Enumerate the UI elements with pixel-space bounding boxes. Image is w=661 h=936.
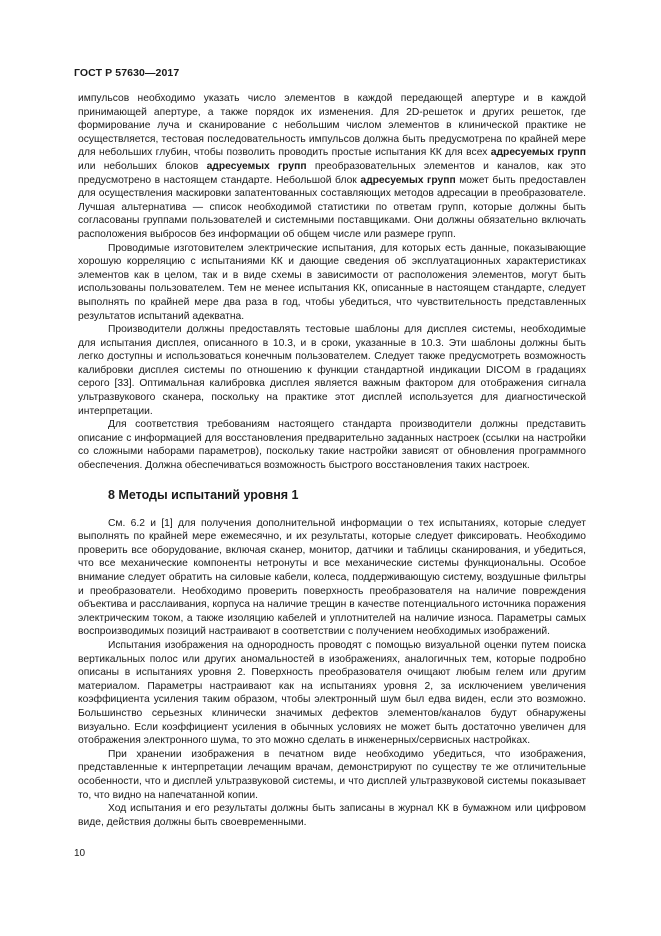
term-addressable-groups: адресуемых групп	[206, 160, 307, 172]
section-heading: 8 Методы испытаний уровня 1	[108, 487, 299, 502]
paragraph-hardcopy: При хранении изображения в печатном виде необходимо убедиться, что изображения, представленные к интерпретации лечащим врачам, демонстрируют по существу те же отличительные особенности, что и дисплей ультразвуковой системы, и что дисплей ультразвуковой системы показывает то, что видно на напечатанной копии.	[78, 748, 586, 801]
paragraph-logbook: Ход испытания и его результаты должны быть записаны в журнал КК в бумажном или цифровом виде, действия должны быть своевременными.	[78, 803, 586, 828]
paragraph-presets: Для соответствия требованиям настоящего стандарта производители должны представить описание с информацией для восстановления предварительно заданных настроек (ссылки на настройки со сложными наборами параметров), поскольку такие настройки зависят от обновления программного обеспечения. Должна обеспечиваться возможность быстрого восстановления таких настроек.	[78, 419, 586, 472]
paragraph-display-patterns: Производители должны предоставлять тестовые шаблоны для дисплея системы, необходимые для испытания дисплея, описанного в 10.3, и в сроки, указанные в 10.3. Эти шаблоны должны быть легко доступны и использоваться конечным пользователем. Следует также предусмотреть возможность калибровки дисплея системы по отношению к функции стандартной индикации DICOM в градациях серого [33]. Оптимальная калибровка дисплея является важным фактором для отображения сигнала ультразвукового сканера, поскольку на практике этот дисплей используется для диагностической интерпретации.	[78, 324, 586, 417]
paragraph-monthly-tests: См. 6.2 и [1] для получения дополнительной информации о тех испытаниях, которые следует выполнять по крайней мере ежемесячно, и их результаты, которые следует фиксировать. Необходимо проверить все оборудование, включая сканер, монитор, датчики и таблицы сканирования, и убедиться, что все механические компоненты нетронуты и все механические системы функциональны. Особое внимание следует обратить на силовые кабели, колеса, поддерживающую систему, воздушные фильтры и преобразователи. Необходимо проверить поверхность преобразователя на наличие повреждения объектива и расслаивания, корпуса на наличие трещин в качестве потенциального источника поражения электрическим током, а также изоляцию кабелей и уплотнителей на наличие износа. Параметры самых воспроизводимых позиций настраивают в соответствии с получением необходимых изображений.	[78, 517, 586, 638]
document-body	[78, 92, 586, 829]
paragraph-electrical-tests: Проводимые изготовителем электрические испытания, для которых есть данные, показывающие хорошую корреляцию с испытаниями КК и дающие сведения об эксплуатационных характеристиках элементов как в целом, так и в виде схемы в зависимости от расположения элементов, могут быть использованы пользователем. Тем не менее испытания КК, описанные в настоящем стандарте, следует выполнять по крайней мере два раза в год, чтобы убедиться, что чувствительность представленных результатов испытаний адекватна.	[78, 242, 586, 322]
term-addressable-groups: адресуемых групп	[490, 147, 586, 159]
paragraph-uniformity: Испытания изображения на однородность проводят с помощью визуальной оценки путем поиска вертикальных полос или других аномальностей в изображениях, аналогичных тем, которые подробно описаны в испытаниях уровня 2. Поверхность преобразователя очищают любым гелем или другим материалом. Параметры настраивают как на испытаниях уровня 2, за исключением увеличения коэффициента усиления таким образом, чтобы электронный шум был едва виден, если это возможно. Большинство серьезных клинически значимых дефектов элементов/каналов будут обнаружены визуально. Если коэффициент усиления в обычных условиях не может быть достаточно увеличен для отображения электронного шума, то это можно сделать в инженерных/сервисных настройках.	[78, 639, 586, 747]
document-header: ГОСТ Р 57630—2017	[74, 67, 180, 79]
term-addressable-groups: адресуемых групп	[360, 174, 456, 186]
paragraph-aperture: импульсов необходимо указать число элементов в каждой передающей апертуре и в каждой принимающей апертуре, а также порядок их изменения. Для 2D-решеток и других решеток, где формирование луча и сканирование с небольшим числом элементов в клинической практике не осуществляется, тестовая последовательность импульсов должна быть предусмотрена по крайней мере для небольших глубин, чтобы позволить проводить простые испытания КК для всех адресуемых групп или небольших блоков адресуемых групп преобразовательных элементов и каналов, как это предусмотрено в настоящем стандарте. Небольшой блок адресуемых групп может быть предоставлен для осуществления маскировки запатентованных составляющих методов адресации в преобразователе. Лучшая альтернатива — список необходимой статистики по ответам групп, которые должны быть согласованы группами пользователей и системными поставщиками. Они должны обязательно включать расположения выбросов без информации об общем числе или размере групп.	[78, 93, 586, 240]
page-number: 10	[74, 848, 86, 859]
